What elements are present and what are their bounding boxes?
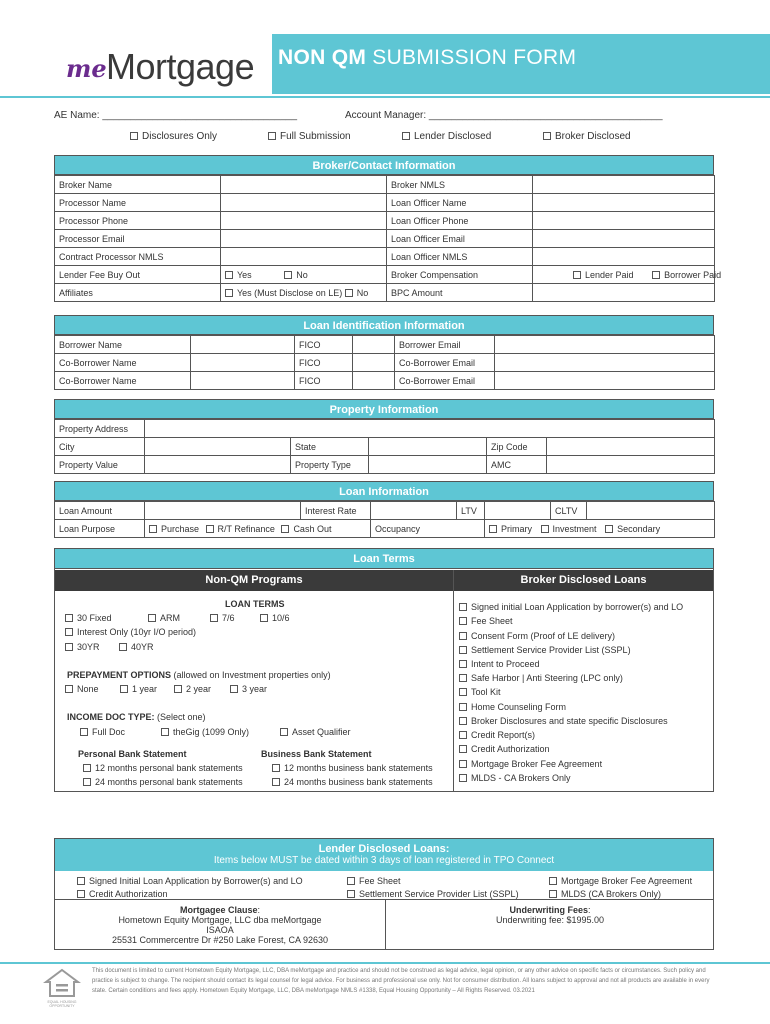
term-interest-only[interactable]: Interest Only (10yr I/O period) bbox=[65, 627, 196, 637]
table-row bbox=[55, 372, 715, 390]
personal-24-months[interactable]: 24 months personal bank statements bbox=[83, 777, 243, 787]
property-type-field[interactable] bbox=[369, 456, 487, 474]
broker-name-field[interactable] bbox=[221, 176, 387, 194]
checkbox[interactable] bbox=[130, 132, 138, 140]
amc-field[interactable] bbox=[547, 456, 715, 474]
broker-contact-title: Broker/Contact Information bbox=[54, 155, 714, 175]
option-broker-disclosed[interactable]: Broker Disclosed bbox=[543, 131, 631, 142]
table-row bbox=[55, 248, 715, 266]
property-value-label: Property Value bbox=[55, 456, 145, 474]
loan-identification-table bbox=[54, 335, 715, 390]
underwriting-fees: Underwriting Fees: Underwriting fee: $1995.00 bbox=[495, 905, 605, 925]
logo-mortgage: Mortgage bbox=[106, 46, 255, 87]
affiliates-label: Affiliates bbox=[55, 284, 221, 302]
title-bar bbox=[272, 34, 770, 94]
business-12-months[interactable]: 12 months business bank statements bbox=[272, 763, 433, 773]
bpc-amount-label: BPC Amount bbox=[387, 284, 533, 302]
property-address-label: Property Address bbox=[55, 420, 145, 438]
business-bank-statement-heading: Business Bank Statement bbox=[261, 749, 372, 759]
co-borrower-email-label: Co-Borrower Email bbox=[395, 372, 495, 390]
term-40yr[interactable]: 40YR bbox=[119, 642, 154, 652]
state-label: State bbox=[291, 438, 369, 456]
loan-officer-email-field[interactable] bbox=[533, 230, 715, 248]
primary-option[interactable]: Primary bbox=[489, 524, 532, 534]
borrower-name-label: Borrower Name bbox=[55, 336, 191, 354]
co-borrower-email-label: Co-Borrower Email bbox=[395, 354, 495, 372]
lender-paid-option[interactable]: Lender Paid bbox=[573, 270, 634, 280]
broker-nmls-label: Broker NMLS bbox=[387, 176, 533, 194]
co-borrower-name-field[interactable] bbox=[191, 372, 295, 390]
lender-disclosed-header bbox=[55, 839, 713, 871]
loan-officer-phone-label: Loan Officer Phone bbox=[387, 212, 533, 230]
loan-identification-title: Loan Identification Information bbox=[54, 315, 714, 335]
property-table bbox=[54, 419, 715, 474]
broker-contact-section bbox=[54, 155, 722, 302]
processor-phone-field[interactable] bbox=[221, 212, 387, 230]
broker-item[interactable]: Signed initial Loan Application by borrower(s) and LO bbox=[459, 602, 683, 612]
broker-item[interactable]: Credit Report(s) bbox=[459, 730, 535, 740]
table-row bbox=[55, 456, 715, 474]
broker-nmls-field[interactable] bbox=[533, 176, 715, 194]
processor-name-label: Processor Name bbox=[55, 194, 221, 212]
property-value-field[interactable] bbox=[145, 456, 291, 474]
city-label: City bbox=[55, 438, 145, 456]
table-row bbox=[55, 438, 715, 456]
lender-item[interactable]: Mortgage Broker Fee Agreement bbox=[549, 876, 692, 886]
broker-item[interactable]: Consent Form (Proof of LE delivery) bbox=[459, 631, 615, 641]
broker-contact-table bbox=[54, 175, 722, 302]
checkbox[interactable] bbox=[543, 132, 551, 140]
loan-purpose-options bbox=[145, 520, 371, 538]
table-row bbox=[55, 266, 715, 284]
bpc-amount-field[interactable] bbox=[533, 284, 715, 302]
table-row bbox=[55, 284, 715, 302]
table-row bbox=[55, 502, 715, 520]
loan-terms-title: Loan Terms bbox=[55, 549, 713, 569]
broker-item[interactable]: Home Counseling Form bbox=[459, 702, 566, 712]
page-title: NON QM SUBMISSION FORM bbox=[278, 46, 577, 69]
term-30-fixed[interactable]: 30 Fixed bbox=[65, 613, 112, 623]
property-type-label: Property Type bbox=[291, 456, 369, 474]
amc-label: AMC bbox=[487, 456, 547, 474]
personal-bank-statement-heading: Personal Bank Statement bbox=[78, 749, 187, 759]
co-borrower-name-label: Co-Borrower Name bbox=[55, 372, 191, 390]
lender-item[interactable]: Credit Authorization bbox=[77, 889, 168, 899]
lender-item[interactable]: Signed Initial Loan Application by Borrower(s) and LO bbox=[77, 876, 303, 886]
prepay-2-year[interactable]: 2 year bbox=[174, 684, 211, 694]
cltv-field[interactable] bbox=[587, 502, 715, 520]
table-row bbox=[55, 520, 715, 538]
lender-divider bbox=[55, 899, 713, 900]
co-borrower-name-label: Co-Borrower Name bbox=[55, 354, 191, 372]
borrower-name-field[interactable] bbox=[191, 336, 295, 354]
borrower-email-field[interactable] bbox=[495, 336, 715, 354]
option-full-submission[interactable]: Full Submission bbox=[268, 131, 351, 142]
interest-rate-field[interactable] bbox=[371, 502, 457, 520]
fico-field[interactable] bbox=[353, 354, 395, 372]
co-borrower-name-field[interactable] bbox=[191, 354, 295, 372]
footer-disclaimer: This document is limited to current Hometown Equity Mortgage, LLC, DBA meMortgage and practice and should not be construed as legal advice, legal opinion, or any other advice on specific facts or circumstances. Such policy and practice is subject to change. The recipient should contact its legal counsel for legal advice. For business and professional use only. Not for consumer distribution. All loans subject to approval and not all products are available in every state. Certain conditions and fees apply. Hometown Equity Mortgage, LLC, DBA meMortgage NMLS #1338, Equal Housing Opportunity – All Rights Reserved. 03.2021 bbox=[92, 968, 710, 994]
affiliates-no-option[interactable]: No bbox=[345, 288, 369, 298]
processor-phone-label: Processor Phone bbox=[55, 212, 221, 230]
broker-item[interactable]: MLDS - CA Brokers Only bbox=[459, 773, 571, 783]
occupancy-options bbox=[485, 520, 715, 538]
interest-rate-label: Interest Rate bbox=[301, 502, 371, 520]
term-10-6[interactable]: 10/6 bbox=[260, 613, 290, 623]
broker-item[interactable]: Credit Authorization bbox=[459, 744, 550, 754]
zip-label: Zip Code bbox=[487, 438, 547, 456]
lender-item[interactable]: Settlement Service Provider List (SSPL) bbox=[347, 889, 519, 899]
table-row bbox=[55, 420, 715, 438]
property-title: Property Information bbox=[54, 399, 714, 419]
checkbox[interactable] bbox=[402, 132, 410, 140]
logo bbox=[62, 44, 262, 88]
table-row bbox=[55, 354, 715, 372]
lender-fee-options bbox=[221, 266, 387, 284]
loan-terms-subheading: LOAN TERMS bbox=[225, 599, 285, 609]
borrower-email-label: Borrower Email bbox=[395, 336, 495, 354]
broker-item[interactable]: Mortgage Broker Fee Agreement bbox=[459, 759, 602, 769]
loan-amount-field[interactable] bbox=[145, 502, 301, 520]
lender-disclosed-subtitle: Items below MUST be dated within 3 days of loan registered in TPO Connect bbox=[213, 855, 555, 866]
broker-item[interactable]: Fee Sheet bbox=[459, 616, 513, 626]
borrower-paid-option[interactable]: Borrower Paid bbox=[652, 270, 721, 280]
footer-rule bbox=[0, 962, 770, 964]
lender-disclosed-section bbox=[54, 838, 714, 950]
equal-housing-logo: EQUAL HOUSING OPPORTUNITY bbox=[44, 968, 80, 1008]
income-thegig[interactable]: theGig (1099 Only) bbox=[161, 727, 249, 737]
fico-label: FICO bbox=[295, 372, 353, 390]
property-section bbox=[54, 399, 714, 474]
broker-compensation-label: Broker Compensation bbox=[387, 266, 533, 284]
fico-field[interactable] bbox=[353, 372, 395, 390]
city-field[interactable] bbox=[145, 438, 291, 456]
loan-terms-section bbox=[54, 548, 714, 792]
lender-disclosed-title: Lender Disclosed Loans: bbox=[318, 843, 450, 855]
term-arm[interactable]: ARM bbox=[148, 613, 180, 623]
broker-item[interactable]: Intent to Proceed bbox=[459, 659, 540, 669]
broker-item[interactable]: Tool Kit bbox=[459, 687, 501, 697]
fee-yes-option[interactable]: Yes bbox=[225, 270, 252, 280]
business-24-months[interactable]: 24 months business bank statements bbox=[272, 777, 433, 787]
income-full-doc[interactable]: Full Doc bbox=[80, 727, 125, 737]
equal-housing-icon bbox=[44, 968, 80, 998]
state-field[interactable] bbox=[369, 438, 487, 456]
broker-item[interactable]: Safe Harbor | Anti Steering (LPC only) bbox=[459, 673, 623, 683]
contract-processor-nmls-field[interactable] bbox=[221, 248, 387, 266]
fico-field[interactable] bbox=[353, 336, 395, 354]
non-qm-programs-header: Non-QM Programs bbox=[55, 570, 453, 591]
prepay-3-year[interactable]: 3 year bbox=[230, 684, 267, 694]
contract-processor-nmls-label: Contract Processor NMLS bbox=[55, 248, 221, 266]
prepay-1-year[interactable]: 1 year bbox=[120, 684, 157, 694]
broker-item[interactable]: Settlement Service Provider List (SSPL) bbox=[459, 645, 631, 655]
zip-field[interactable] bbox=[547, 438, 715, 456]
table-row bbox=[55, 194, 715, 212]
term-30yr[interactable]: 30YR bbox=[65, 642, 100, 652]
table-row bbox=[55, 176, 715, 194]
loan-officer-name-label: Loan Officer Name bbox=[387, 194, 533, 212]
personal-12-months[interactable]: 12 months personal bank statements bbox=[83, 763, 243, 773]
table-row bbox=[55, 230, 715, 248]
income-doc-heading: INCOME DOC TYPE: (Select one) bbox=[67, 712, 206, 722]
prepayment-heading: PREPAYMENT OPTIONS (allowed on Investment properties only) bbox=[67, 670, 331, 680]
loan-officer-email-label: Loan Officer Email bbox=[387, 230, 533, 248]
loan-purpose-label: Loan Purpose bbox=[55, 520, 145, 538]
income-asset-qualifier[interactable]: Asset Qualifier bbox=[280, 727, 351, 737]
loan-information-title: Loan Information bbox=[54, 481, 714, 501]
lender-fee-buy-out-label: Lender Fee Buy Out bbox=[55, 266, 221, 284]
loan-information-table bbox=[54, 501, 715, 538]
table-row bbox=[55, 212, 715, 230]
loan-officer-name-field[interactable] bbox=[533, 194, 715, 212]
fico-label: FICO bbox=[295, 354, 353, 372]
lender-item[interactable]: Fee Sheet bbox=[347, 876, 401, 886]
processor-email-field[interactable] bbox=[221, 230, 387, 248]
broker-item[interactable]: Broker Disclosures and state specific Disclosures bbox=[459, 716, 668, 726]
ae-name-field[interactable]: AE Name: ___________________________________ bbox=[54, 110, 298, 121]
affiliates-options bbox=[221, 284, 387, 302]
occupancy-label: Occupancy bbox=[371, 520, 485, 538]
secondary-option[interactable]: Secondary bbox=[605, 524, 660, 534]
loan-amount-label: Loan Amount bbox=[55, 502, 145, 520]
loan-information-section bbox=[54, 481, 714, 538]
purchase-option[interactable]: Purchase bbox=[149, 524, 199, 534]
table-row bbox=[55, 336, 715, 354]
property-address-field[interactable] bbox=[145, 420, 715, 438]
logo-me: me bbox=[66, 54, 107, 83]
co-borrower-email-field[interactable] bbox=[495, 372, 715, 390]
loan-officer-phone-field[interactable] bbox=[533, 212, 715, 230]
option-disclosures-only[interactable]: Disclosures Only bbox=[130, 131, 217, 142]
rt-refinance-option[interactable]: R/T Refinance bbox=[206, 524, 275, 534]
co-borrower-email-field[interactable] bbox=[495, 354, 715, 372]
lender-item[interactable]: MLDS (CA Brokers Only) bbox=[549, 889, 661, 899]
broker-name-label: Broker Name bbox=[55, 176, 221, 194]
loan-identification-section bbox=[54, 315, 714, 390]
loan-officer-nmls-field[interactable] bbox=[533, 248, 715, 266]
checkbox[interactable] bbox=[268, 132, 276, 140]
header-rule bbox=[0, 96, 770, 98]
prepay-none[interactable]: None bbox=[65, 684, 99, 694]
ltv-field[interactable] bbox=[485, 502, 551, 520]
ltv-label: LTV bbox=[457, 502, 485, 520]
fee-no-option[interactable]: No bbox=[284, 270, 308, 280]
cltv-label: CLTV bbox=[551, 502, 587, 520]
cash-out-option[interactable]: Cash Out bbox=[281, 524, 331, 534]
broker-compensation-options bbox=[533, 266, 722, 284]
option-lender-disclosed[interactable]: Lender Disclosed bbox=[402, 131, 491, 142]
affiliates-yes-option[interactable]: Yes (Must Disclose on LE) bbox=[225, 288, 342, 298]
broker-disclosed-loans-header: Broker Disclosed Loans bbox=[454, 570, 713, 591]
loan-officer-nmls-label: Loan Officer NMLS bbox=[387, 248, 533, 266]
column-divider bbox=[453, 570, 454, 792]
term-7-6[interactable]: 7/6 bbox=[210, 613, 235, 623]
fico-label: FICO bbox=[295, 336, 353, 354]
mortgagee-clause: Mortgagee Clause: Hometown Equity Mortgage, LLC dba meMortgage ISAOA 25531 Commercentre Dr #250 Lake Forest, CA 92630 bbox=[111, 905, 329, 945]
processor-email-label: Processor Email bbox=[55, 230, 221, 248]
account-manager-field[interactable]: Account Manager: __________________________________________ bbox=[345, 110, 663, 121]
investment-option[interactable]: Investment bbox=[541, 524, 597, 534]
processor-name-field[interactable] bbox=[221, 194, 387, 212]
